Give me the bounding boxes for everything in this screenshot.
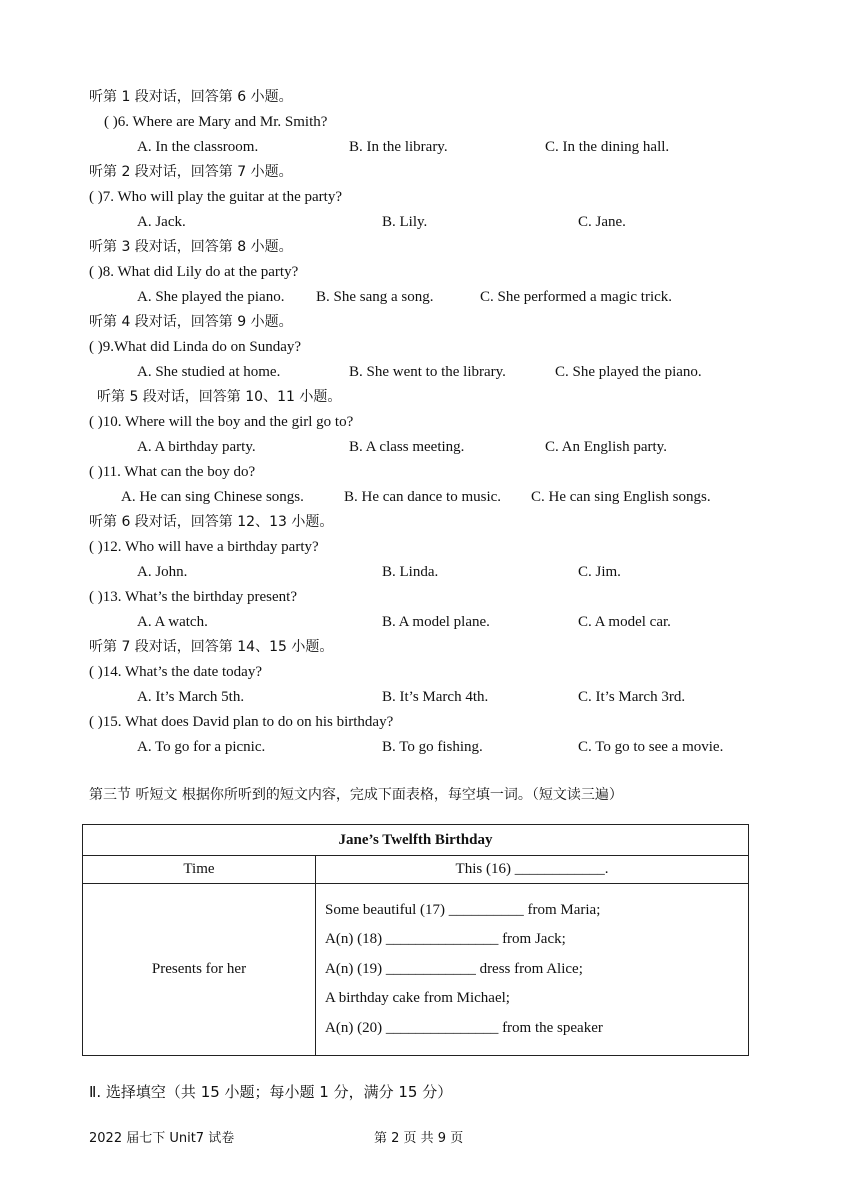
section-instruction: 听第 1 段对话，回答第 6 小题。 bbox=[89, 89, 293, 105]
option-c: C. Jim. bbox=[578, 564, 621, 580]
time-label: Time bbox=[83, 856, 316, 884]
section-instruction: 听第 5 段对话，回答第 10、11 小题。 bbox=[97, 389, 342, 405]
option-a: A. A birthday party. bbox=[137, 439, 256, 455]
section-instruction: 听第 4 段对话，回答第 9 小题。 bbox=[89, 314, 293, 330]
present-item: A birthday cake from Michael; bbox=[325, 990, 510, 1007]
option-b: B. Lily. bbox=[382, 214, 428, 230]
option-b: B. In the library. bbox=[349, 139, 448, 155]
option-c: C. She performed a magic trick. bbox=[480, 289, 673, 305]
question-stem: ( )15. What does David plan to do on his birthday? bbox=[89, 714, 394, 730]
presents-cell bbox=[316, 884, 749, 1056]
section-instruction: 听第 6 段对话，回答第 12、13 小题。 bbox=[89, 514, 334, 530]
section-instruction: 听第 7 段对话，回答第 14、15 小题。 bbox=[89, 639, 334, 655]
part2-heading: Ⅱ. 选择填空（共 15 小题；每小题 1 分，满分 15 分） bbox=[89, 1083, 453, 1101]
question-stem: ( )12. Who will have a birthday party? bbox=[89, 539, 319, 555]
present-item: A(n) (18) _______________ from Jack; bbox=[325, 931, 566, 948]
option-c: C. A model car. bbox=[578, 614, 671, 630]
option-c: C. In the dining hall. bbox=[545, 139, 670, 155]
option-b: B. Linda. bbox=[382, 564, 439, 580]
option-a: A. A watch. bbox=[137, 614, 208, 630]
footer-left: 2022 届七下 Unit7 试卷 bbox=[89, 1131, 235, 1146]
question-stem: ( )10. Where will the boy and the girl go to? bbox=[89, 414, 354, 430]
question-stem: ( )8. What did Lily do at the party? bbox=[89, 264, 299, 280]
question-stem: ( )9.What did Linda do on Sunday? bbox=[89, 339, 302, 355]
question-stem: ( )11. What can the boy do? bbox=[89, 464, 256, 480]
option-c: C. An English party. bbox=[545, 439, 667, 455]
option-a: A. It’s March 5th. bbox=[137, 689, 245, 705]
option-b: B. He can dance to music. bbox=[344, 489, 502, 505]
present-item: Some beautiful (17) __________ from Maria; bbox=[325, 902, 601, 918]
option-a: A. To go for a picnic. bbox=[137, 739, 266, 755]
page-number: 第 2 页 共 9 页 bbox=[374, 1131, 464, 1146]
option-c: C. She played the piano. bbox=[555, 364, 702, 380]
section-instruction: 听第 3 段对话，回答第 8 小题。 bbox=[89, 239, 293, 255]
section-instruction: 听第 2 段对话，回答第 7 小题。 bbox=[89, 164, 293, 180]
option-c: C. To go to see a movie. bbox=[578, 739, 724, 755]
option-a: A. She studied at home. bbox=[137, 364, 281, 380]
option-b: B. A model plane. bbox=[382, 614, 490, 630]
option-b: B. A class meeting. bbox=[349, 439, 465, 455]
question-stem: ( )13. What’s the birthday present? bbox=[89, 589, 297, 605]
option-b: B. She went to the library. bbox=[349, 364, 506, 380]
present-item: A(n) (20) _______________ from the speaker bbox=[325, 1019, 603, 1036]
presents-label: Presents for her bbox=[83, 884, 316, 1056]
option-a: A. John. bbox=[137, 564, 188, 580]
option-b: B. It’s March 4th. bbox=[382, 689, 489, 705]
part3-heading: 第三节 听短文 根据你所听到的短文内容，完成下面表格，每空填一词。（短文读三遍） bbox=[89, 787, 623, 803]
question-stem: ( )14. What’s the date today? bbox=[89, 664, 262, 680]
present-item: A(n) (19) ____________ dress from Alice; bbox=[325, 960, 583, 977]
option-a: A. Jack. bbox=[137, 214, 186, 230]
question-stem: ( )7. Who will play the guitar at the party? bbox=[89, 189, 342, 205]
question-stem: ( )6. Where are Mary and Mr. Smith? bbox=[104, 114, 328, 130]
option-a: A. He can sing Chinese songs. bbox=[121, 489, 304, 505]
option-c: C. It’s March 3rd. bbox=[578, 689, 686, 705]
option-b: B. She sang a song. bbox=[316, 289, 434, 305]
time-value: This (16) ____________. bbox=[316, 856, 749, 884]
birthday-table bbox=[82, 824, 749, 1056]
option-c: C. Jane. bbox=[578, 214, 626, 230]
option-c: C. He can sing English songs. bbox=[531, 489, 711, 505]
table-title: Jane’s Twelfth Birthday bbox=[83, 825, 749, 856]
option-b: B. To go fishing. bbox=[382, 739, 483, 755]
option-a: A. In the classroom. bbox=[137, 139, 259, 155]
option-a: A. She played the piano. bbox=[137, 289, 285, 305]
